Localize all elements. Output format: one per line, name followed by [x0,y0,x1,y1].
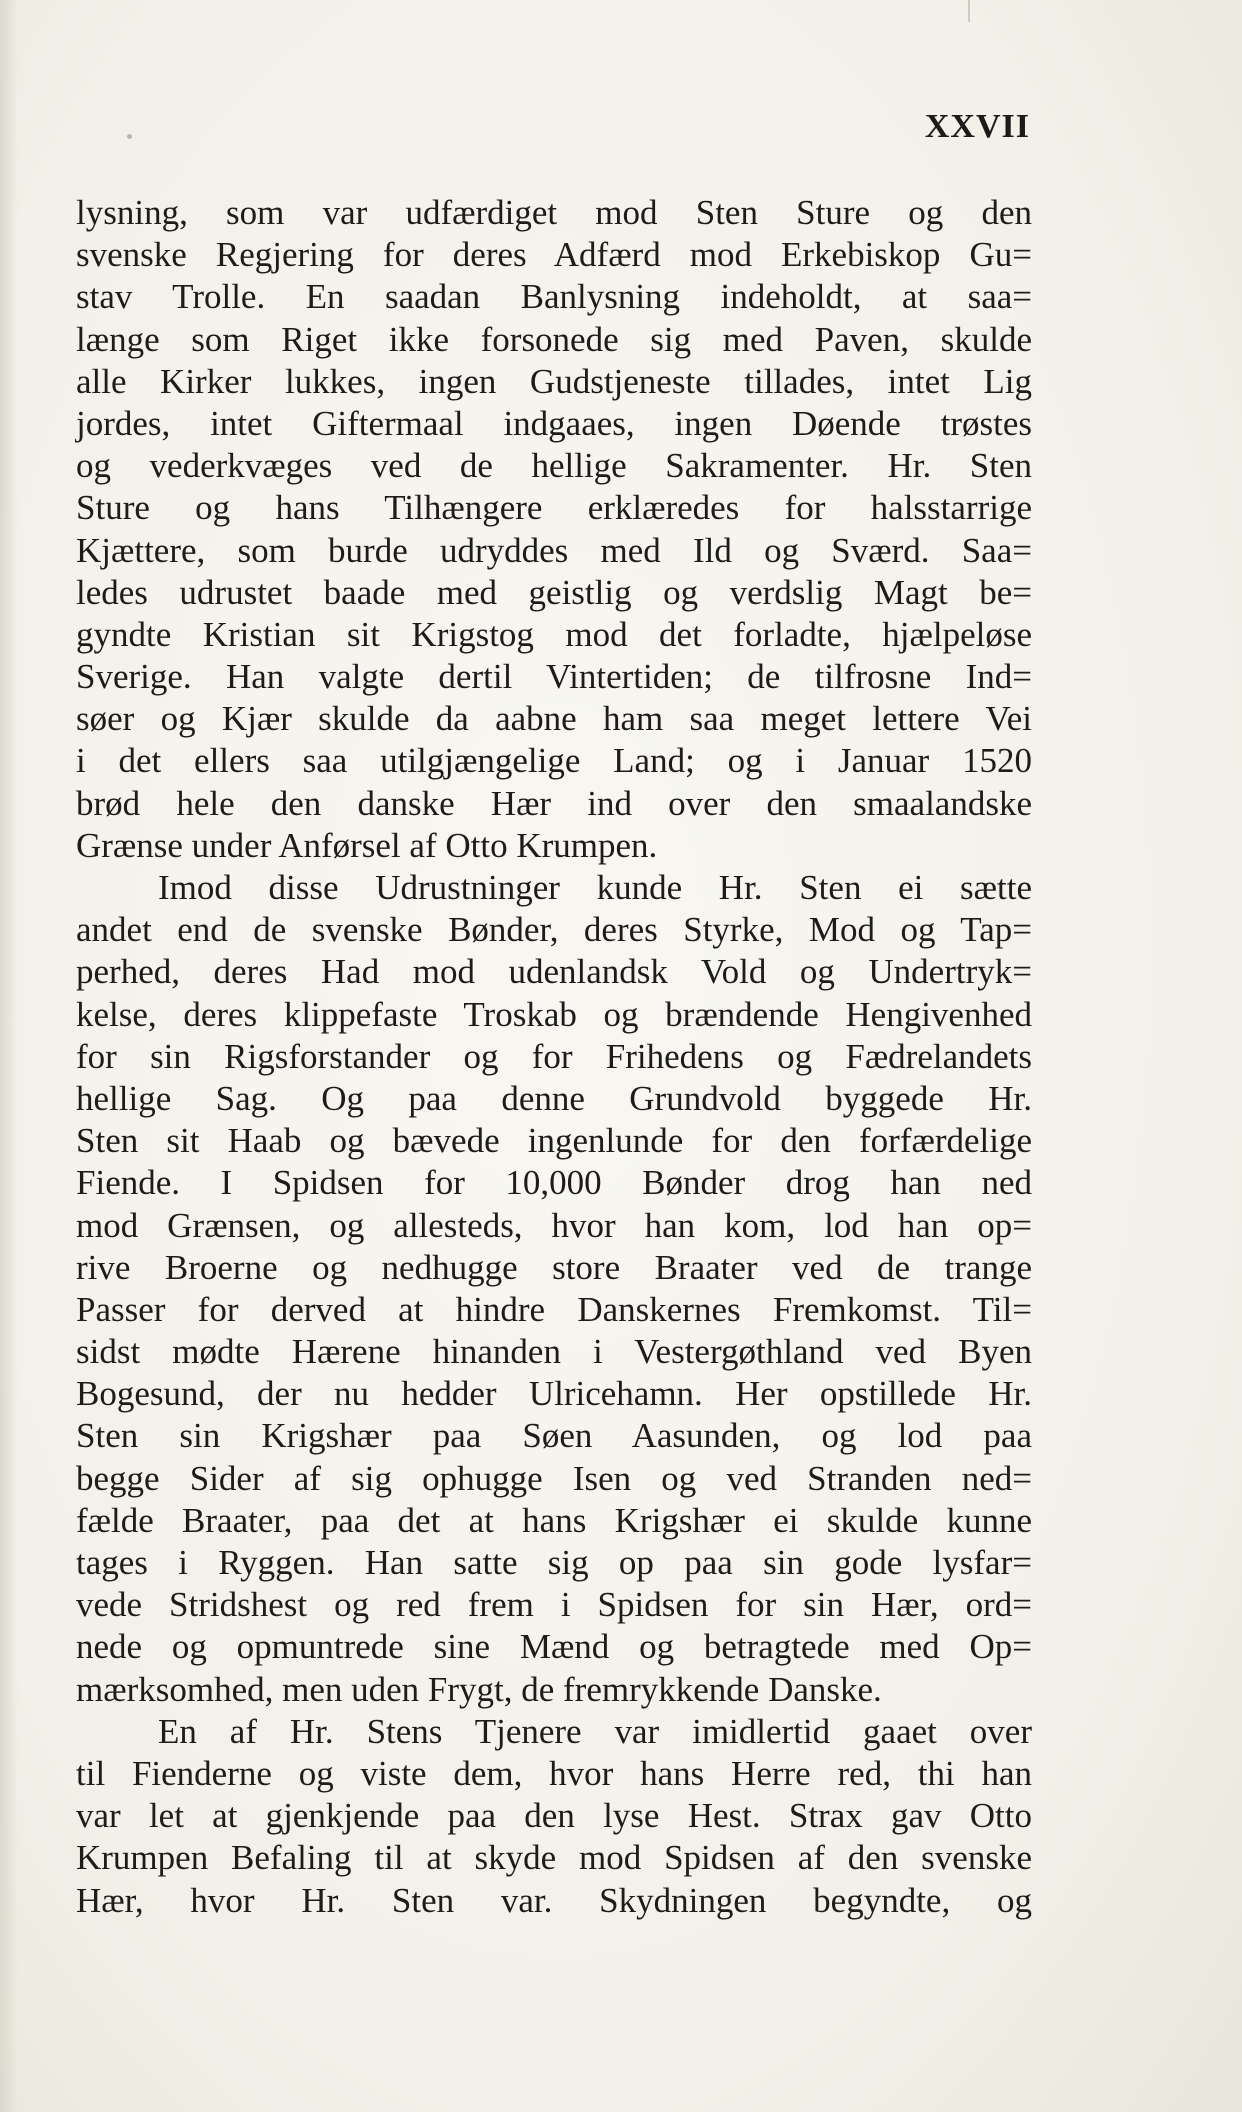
text-line: Passer for derved at hindre Danskernes Fremkomst. Til= [76,1289,1032,1329]
page-mark [968,0,970,22]
paragraph-end-line: mærksomhed, men uden Frygt, de fremrykkende Danske. [76,1669,882,1709]
text-line: alle Kirker lukkes, ingen Gudstjeneste tillades, intet Lig [76,361,1032,401]
text-line: og vederkvæges ved de hellige Sakramenter. Hr. Sten [76,446,1032,486]
text-line: Sten sin Krigshær paa Søen Aasunden, og lod paa [76,1416,1032,1456]
text-line: Sture og hans Tilhængere erklæredes for halsstarrige [76,488,1032,528]
text-line: sidst mødte Hærene hinanden i Vestergøthland ved Byen [76,1332,1032,1372]
text-line: i det ellers saa utilgjængelige Land; og i Januar 1520 [76,741,1032,781]
text-line: begge Sider af sig ophugge Isen og ved Stranden ned= [76,1458,1032,1498]
text-line: jordes, intet Giftermaal indgaaes, ingen Døende trøstes [76,403,1032,443]
page-number: XXVII [924,108,1030,145]
text-line: mod Grænsen, og allesteds, hvor han kom, lod han op= [76,1205,1032,1245]
text-line: Hær, hvor Hr. Sten var. Skydningen begyndte, og [76,1880,1032,1920]
text-line: rive Broerne og nedhugge store Braater ved de trange [76,1247,1032,1287]
text-line: gyndte Kristian sit Krigstog mod det forladte, hjælpeløse [76,614,1032,654]
text-line: for sin Rigsforstander og for Frihedens og Fædrelandets [76,1036,1032,1076]
text-line: svenske Regjering for deres Adfærd mod Erkebiskop Gu= [76,235,1032,275]
ink-speck [127,134,132,139]
text-line: var let at gjenkjende paa den lyse Hest. Strax gav Otto [76,1796,1032,1836]
text-line: ledes udrustet baade med geistlig og verdslig Magt be= [76,572,1032,612]
text-line: lysning, som var udfærdiget mod Sten Sture og den [76,193,1032,232]
text-line: længe som Riget ikke forsonede sig med Paven, skulde [76,319,1032,359]
text-line: til Fienderne og viste dem, hvor hans Herre red, thi han [76,1753,1032,1793]
text-line: vede Stridshest og red frem i Spidsen for sin Hær, ord= [76,1585,1032,1625]
text-line: Fiende. I Spidsen for 10,000 Bønder drog han ned [76,1163,1032,1203]
text-line: Bogesund, der nu hedder Ulricehamn. Her opstillede Hr. [76,1374,1032,1414]
text-line: Krumpen Befaling til at skyde mod Spidsen af den svenske [76,1838,1032,1878]
body-text [76,192,1032,1922]
text-line: søer og Kjær skulde da aabne ham saa meget lettere Vei [76,699,1032,739]
text-line: Sverige. Han valgte dertil Vintertiden; de tilfrosne Ind= [76,657,1032,697]
text-line: Kjættere, som burde udryddes med Ild og Sværd. Saa= [76,530,1032,570]
paragraph-start-line: Imod disse Udrustninger kunde Hr. Sten ei sætte [158,868,1032,907]
text-line: perhed, deres Had mod udenlandsk Vold og Undertryk= [76,952,1032,992]
text-line: andet end de svenske Bønder, deres Styrke, Mod og Tap= [76,910,1032,950]
text-line: brød hele den danske Hær ind over den smaalandske [76,783,1032,823]
text-line: Sten sit Haab og bævede ingenlunde for den forfærdelige [76,1121,1032,1161]
page-edge-shadow [0,0,18,2112]
paragraph-start-line: En af Hr. Stens Tjenere var imidlertid gaaet over [158,1711,1032,1751]
text-line: kelse, deres klippefaste Troskab og brændende Hengivenhed [76,994,1032,1034]
text-line: fælde Braater, paa det at hans Krigshær ei skulde kunne [76,1500,1032,1540]
text-line: stav Trolle. En saadan Banlysning indeholdt, at saa= [76,277,1032,317]
text-line: tages i Ryggen. Han satte sig op paa sin gode lysfar= [76,1543,1032,1582]
text-line: nede og opmuntrede sine Mænd og betragtede med Op= [76,1627,1032,1667]
paragraph-end-line: Grænse under Anførsel af Otto Krumpen. [76,825,658,865]
text-line: hellige Sag. Og paa denne Grundvold byggede Hr. [76,1078,1032,1118]
